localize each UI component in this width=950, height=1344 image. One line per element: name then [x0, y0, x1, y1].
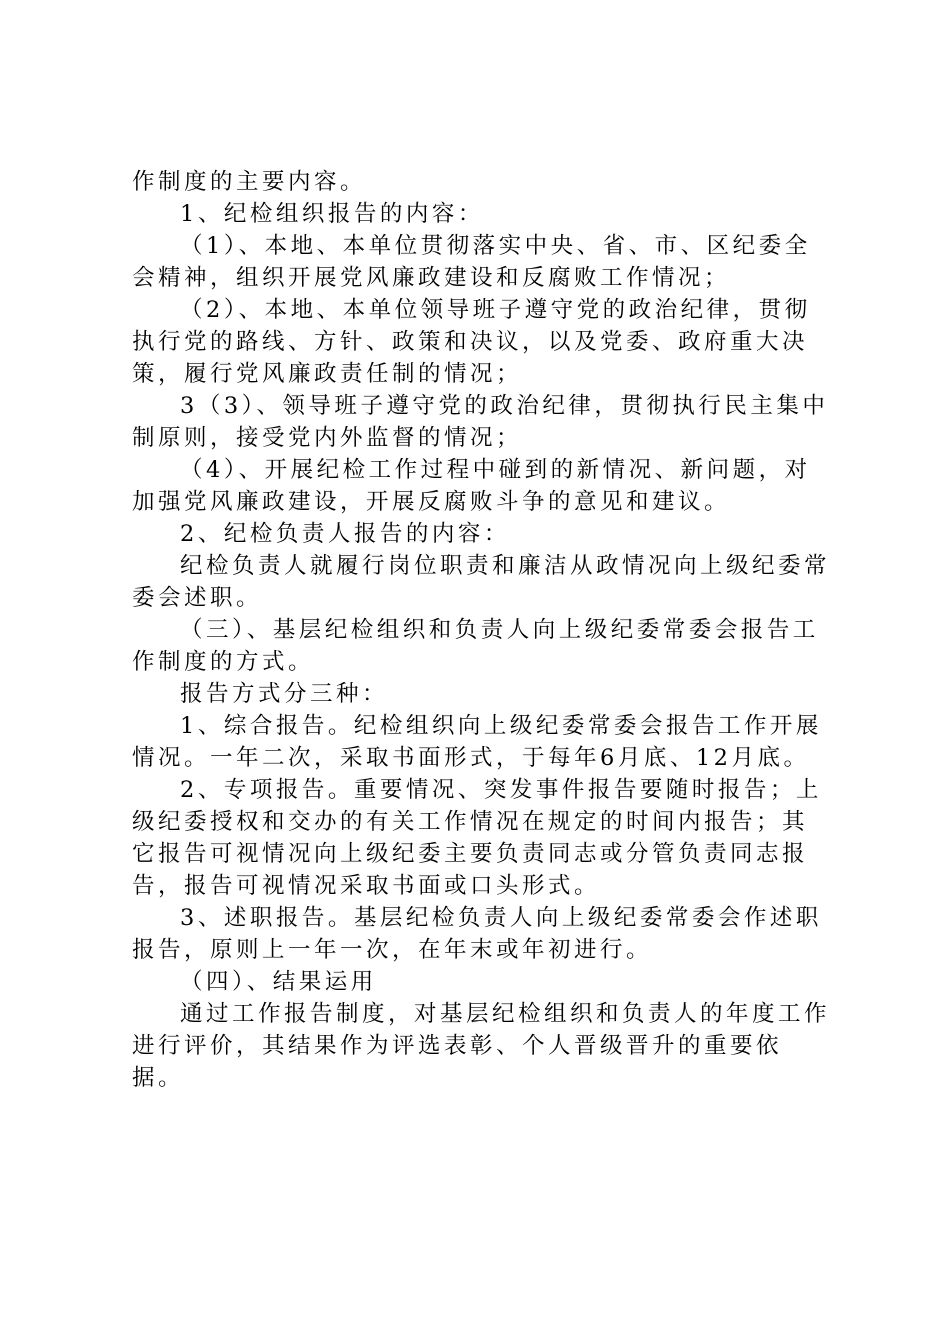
document-body [132, 166, 832, 1094]
paragraph-heading-four: （四）、结果运用 [180, 969, 377, 995]
paragraph-method-1: 1、综合报告。纪检组织向上级纪委常委会报告工作开展情况。一年二次，采取书面形式，于每年6月底、12月底。 [132, 713, 822, 771]
paragraph-methods-intro: 报告方式分三种： [180, 681, 389, 707]
paragraph-results: 通过工作报告制度，对基层纪检组织和负责人的年度工作进行评价，其结果作为评选表彰、个人晋级晋升的重要依据。 [132, 1001, 831, 1091]
paragraph-section-1-heading: 1、纪检组织报告的内容： [180, 201, 484, 227]
paragraph-section-2-heading: 2、纪检负责人报告的内容： [180, 521, 510, 547]
paragraph-method-2: 2、专项报告。重要情况、突发事件报告要随时报告；上级纪委授权和交办的有关工作情况在规定的时间内报告；其它报告可视情况向上级纪委主要负责同志或分管负责同志报告，报告可视情况采取书面或口头形式。 [132, 777, 822, 899]
paragraph-item-4: （4）、开展纪检工作过程中碰到的新情况、新问题，对加强党风廉政建设，开展反腐败斗争的意见和建议。 [132, 457, 811, 515]
paragraph-continuation: 作制度的主要内容。 [132, 169, 367, 195]
paragraph-item-2: （2）、本地、本单位领导班子遵守党的政治纪律，贯彻执行党的路线、方针、政策和决议，以及党委、政府重大决策，履行党风廉政责任制的情况； [132, 297, 811, 387]
paragraph-method-3: 3、述职报告。基层纪检负责人向上级纪委常委会作述职报告，原则上一年一次，在年末或年初进行。 [132, 905, 822, 963]
paragraph-item-3: 3（3）、领导班子遵守党的政治纪律，贯彻执行民主集中制原则，接受党内外监督的情况； [132, 393, 829, 451]
paragraph-section-2-body: 纪检负责人就履行岗位职责和廉洁从政情况向上级纪委常委会述职。 [132, 553, 831, 611]
paragraph-heading-three: （三）、基层纪检组织和负责人向上级纪委常委会报告工作制度的方式。 [132, 617, 819, 675]
paragraph-item-1: （1）、本地、本单位贯彻落实中央、省、市、区纪委全会精神，组织开展党风廉政建设和反腐败工作情况； [132, 233, 811, 291]
